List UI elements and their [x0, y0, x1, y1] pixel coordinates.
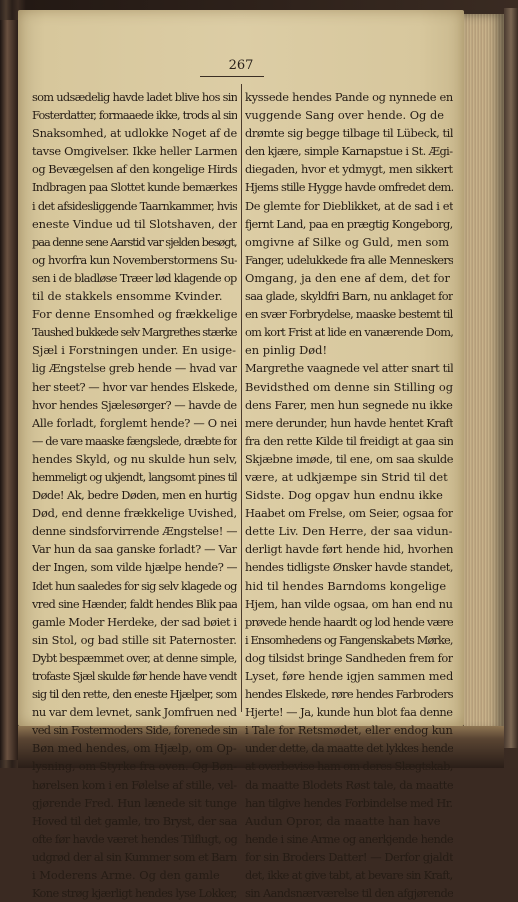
text-line: Audun Opror, da maatte han have: [245, 813, 441, 828]
text-line: under dette, da maatte det lykkes hende: [245, 741, 453, 756]
page-fore-edge: [464, 14, 504, 732]
text-line: Død, end denne frækkelige Uvished,: [32, 506, 237, 521]
text-line: vuggende Sang over hende. Og de: [245, 108, 444, 123]
text-line: Bøn med hendes, om Hjælp, om Op-: [32, 741, 237, 756]
text-line: Lyset, føre hende igjen sammen med: [245, 669, 453, 683]
text-line: den kjære, simple Karnapstue i St. Ægi-: [245, 144, 453, 159]
text-line: om kort Frist at lide en vanærende Dom,: [245, 325, 453, 340]
text-line: sen i de bladløse Træer lød klagende op: [32, 270, 237, 285]
text-line: Indbragen paa Slottet kunde bemærkes: [32, 180, 237, 195]
text-line: ved sin Fostermoders Side, forenede sin: [32, 723, 237, 738]
text-line: Hoved til det gamle, tro Bryst, der saa: [32, 813, 237, 828]
text-line: Taushed bukkede selv Margrethes stærke: [32, 325, 237, 340]
text-line: dette Liv. Den Herre, der saa vidun-: [245, 524, 453, 539]
text-line: hendes Skyld, og nu skulde hun selv,: [32, 451, 237, 466]
text-line: — de vare maaske fængslede, dræbte for: [32, 433, 237, 448]
text-line: diegaden, hvor et ydmygt, men sikkert: [245, 162, 453, 177]
text-line: som udsædelig havde ladet blive hos sin: [32, 90, 237, 104]
text-line: Skjæbne imøde, til ene, om saa skulde: [245, 451, 453, 466]
text-line: derligt havde ført hende hid, hvorhen: [245, 542, 453, 557]
text-line: omgivne af Silke og Guld, men som: [245, 234, 450, 249]
text-line: Sjæl i Forstningen under. En usige-: [32, 343, 236, 358]
right-text-column: [245, 88, 453, 902]
text-line: være, at udkjæmpe sin Strid til det: [245, 469, 448, 484]
book-cover-edge: [504, 8, 518, 748]
text-line: mere derunder, hun havde hentet Kraft: [245, 415, 453, 430]
text-line: sin Stol, og bad stille sit Paternoster.: [32, 632, 237, 647]
text-line: han tilgive hendes Forbindelse med Hr.: [245, 795, 453, 810]
text-line: sig til den rette, den eneste Hjælper, som: [32, 687, 237, 702]
text-line: Fanger, udelukkede fra alle Menneskers: [245, 252, 453, 267]
text-line: hemmeligt og ukjendt, langsomt pines til: [32, 469, 237, 484]
text-line: i det afsidesliggende Taarnkammer, hvis: [32, 198, 237, 213]
text-line: og hvorfra kun Novemberstormens Su-: [32, 252, 237, 267]
text-line: Omgang, ja den ene af dem, det for: [245, 270, 450, 285]
text-line: i Moderens Arme. Og den gamle: [32, 868, 220, 883]
text-line: hende i sine Arme og anerkjende hende: [245, 831, 453, 846]
left-text-column: [32, 88, 237, 902]
text-line: Sidste. Dog opgav hun endnu ikke: [245, 488, 443, 503]
text-line: Idet hun saaledes for sig selv klagede og: [32, 578, 237, 593]
text-line: dog tilsidst bringe Sandheden frem for: [245, 650, 453, 665]
text-line: at overbevise ham om deres Slægtskab,: [245, 759, 453, 774]
text-line: Døde! Ak, bedre Døden, men en hurtig: [32, 488, 237, 503]
text-line: Fosterdatter, formaaede ikke, trods al sin: [32, 108, 237, 123]
text-line: i Ensomhedens og Fangenskabets Mørke,: [245, 632, 453, 647]
text-line: trofaste Sjæl skulde før hende have vendt: [32, 669, 237, 683]
text-line: for sin Broders Datter! — Derfor gjaldt: [245, 849, 453, 864]
text-line: Hjerte! — Ja, kunde hun blot faa denne: [245, 705, 453, 720]
text-line: saa glade, skyldfri Barn, nu anklaget for: [245, 289, 453, 304]
text-line: det, ikke at give tabt, at bevare sin Kraft,: [245, 868, 453, 883]
text-line: hendes tidligste Ønsker havde standet,: [245, 560, 453, 575]
text-line: Haabet om Frelse, om Seier, ogsaa for: [245, 506, 453, 521]
text-line: her steet? — hvor var hendes Elskede,: [32, 379, 237, 394]
column-divider: [241, 84, 242, 712]
text-line: Hjems stille Hygge havde omfredet dem.: [245, 180, 453, 195]
text-line: hid til hendes Barndoms kongelige: [245, 578, 447, 593]
text-line: lysning, om Styrke fra oven. Og Bøn-: [32, 759, 237, 774]
text-line: paa denne sene Aarstid var sjelden besøgt,: [32, 234, 237, 249]
text-line: fra den rette Kilde til freidigt at gaa sin: [245, 433, 453, 448]
text-line: Dybt bespæmmet over, at denne simple,: [32, 650, 237, 665]
text-line: lig Ængstelse greb hende — hvad var: [32, 361, 237, 376]
text-line: nu var dem levnet, sank Jomfruen ned: [32, 705, 237, 720]
text-line: Kone strøg kjærligt hendes lyse Lokker,: [32, 886, 237, 901]
text-line: drømte sig begge tilbage til Lübeck, til: [245, 126, 453, 141]
text-line: denne sindsforvirrende Ængstelse! —: [32, 524, 237, 539]
text-line: For denne Ensomhed og frækkelige: [32, 307, 237, 322]
text-line: Var hun da saa ganske forladt? — Var: [32, 542, 237, 557]
text-line: en svær Forbrydelse, maaske bestemt til: [245, 307, 453, 322]
text-line: da maatte Blodets Røst tale, da maatte: [245, 777, 453, 792]
text-line: i Tale for Retsmødet, eller endog kun: [245, 723, 453, 738]
page-number: 267: [228, 58, 254, 73]
text-line: vred sine Hænder, faldt hendes Blik paa: [32, 596, 237, 611]
text-line: udgrød der al sin Kummer som et Barn: [32, 849, 237, 864]
text-line: sin Aandsnærværelse til den afgjørende: [245, 886, 453, 901]
text-line: til de stakkels ensomme Kvinder.: [32, 289, 223, 304]
text-line: Snaksomhed, at udlokke Noget af de: [32, 126, 237, 141]
text-line: en pinlig Død!: [245, 343, 328, 358]
text-line: fjernt Land, paa en prægtig Kongeborg,: [245, 216, 453, 231]
text-line: Alle forladt, forglemt hende? — O nei: [32, 415, 237, 430]
left-page-edge: [0, 20, 18, 760]
header-rule: [200, 76, 264, 77]
text-line: gamle Moder Herdeke, der sad bøiet i: [32, 614, 237, 629]
text-line: ofte før havde været hendes Tilflugt, og: [32, 831, 237, 846]
text-line: Bevidsthed om denne sin Stilling og: [245, 379, 453, 394]
text-line: tavse Omgivelser. Ikke heller Larmen: [32, 144, 237, 159]
text-line: kyssede hendes Pande og nynnede en: [245, 90, 453, 104]
text-line: gjørende Fred. Hun lænede sit tunge: [32, 795, 237, 810]
text-line: dens Farer, men hun segnede nu ikke: [245, 397, 453, 412]
text-line: der Ingen, som vilde hjælpe hende? —: [32, 560, 237, 575]
text-line: hørelsen kom i en Følelse af stille, vel-: [32, 777, 237, 792]
text-line: eneste Vindue ud til Slotshaven, der: [32, 216, 237, 231]
text-line: Hjem, han vilde ogsaa, om han end nu: [245, 596, 453, 611]
text-line: prøvede hende haardt og lod hende være: [245, 614, 453, 629]
text-line: hvor hendes Sjælesørger? — havde de: [32, 397, 237, 412]
text-line: De glemte for Dieblikket, at de sad i et: [245, 198, 453, 213]
text-line: hendes Elskede, røre hendes Farbroders: [245, 687, 453, 702]
text-line: og Bevægelsen af den kongelige Hirds: [32, 162, 237, 177]
text-line: Margrethe vaagnede vel atter snart til: [245, 361, 453, 376]
